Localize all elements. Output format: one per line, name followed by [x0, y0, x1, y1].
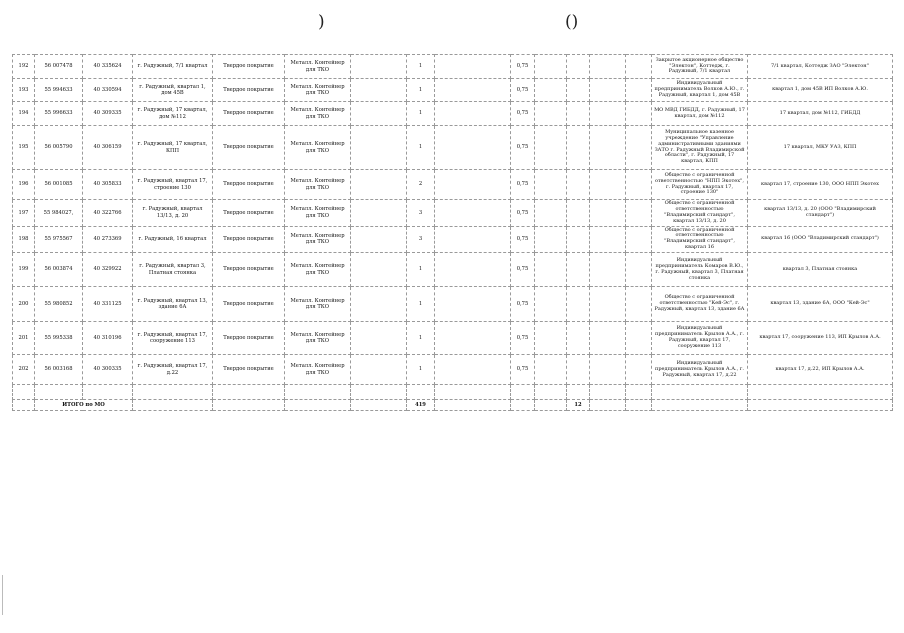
empty-cell	[567, 126, 590, 170]
empty-cell	[351, 79, 407, 102]
empty-cell	[535, 79, 567, 102]
table-row	[13, 126, 893, 170]
empty-cell	[351, 226, 407, 253]
table-body	[13, 55, 893, 411]
address-cell: г. Радужный, квартал 17, строение 130	[133, 170, 213, 200]
empty-cell	[213, 385, 285, 400]
empty-cell	[351, 385, 407, 400]
empty-cell	[535, 102, 567, 126]
address-cell: г. Радужный, квартал 1, дом 45В	[133, 79, 213, 102]
empty-cell	[435, 102, 511, 126]
container-type-cell: Металл. Контейнер для ТКО	[285, 200, 351, 227]
row-number: 198	[13, 226, 35, 253]
surface-cell: Твердое покрытие	[213, 126, 285, 170]
empty-cell	[13, 385, 35, 400]
row-number: 195	[13, 126, 35, 170]
table-row	[13, 253, 893, 287]
container-count-cell: 1	[407, 253, 435, 287]
empty-cell	[435, 322, 511, 355]
volume-cell: 0,75	[511, 200, 535, 227]
empty-cell	[626, 79, 652, 102]
address-cell: г. Радужный, 16 квартал	[133, 226, 213, 253]
owner-cell: Общество с ограниченной ответственностью "НПП Экотех", г. Радужный, квартал 17, строение 130"	[652, 170, 748, 200]
scan-edge-mark	[2, 575, 3, 615]
surface-cell: Твердое покрытие	[213, 253, 285, 287]
empty-cell	[407, 385, 435, 400]
empty-cell	[590, 200, 626, 227]
waste-source-cell: квартал 17, д.22, ИП Крылов А.А.	[748, 355, 893, 385]
surface-cell: Твердое покрытие	[213, 102, 285, 126]
total-row	[13, 400, 893, 411]
empty-cell	[535, 170, 567, 200]
empty-cell	[351, 102, 407, 126]
empty-cell	[748, 385, 893, 400]
owner-cell: Индивидуальный предприниматель Крылов А.А., г. Радужный, квартал 17, сооружение 113	[652, 322, 748, 355]
surface-cell: Твердое покрытие	[213, 170, 285, 200]
waste-source-cell: квартал 13, здание 6А, ООО "Кей-Эс"	[748, 287, 893, 322]
container-type-cell: Металл. Контейнер для ТКО	[285, 355, 351, 385]
table-row	[13, 226, 893, 253]
table-row	[13, 170, 893, 200]
surface-cell: Твердое покрытие	[213, 322, 285, 355]
empty-cell	[351, 287, 407, 322]
container-count-cell: 1	[407, 126, 435, 170]
address-cell: г. Радужный, квартал 17, сооружение 113	[133, 322, 213, 355]
empty-cell	[590, 126, 626, 170]
empty-cell	[567, 322, 590, 355]
empty-cell	[567, 226, 590, 253]
container-type-cell: Металл. Контейнер для ТКО	[285, 79, 351, 102]
empty-cell	[535, 55, 567, 79]
longitude-cell: 40 329922	[83, 253, 133, 287]
empty-cell	[435, 126, 511, 170]
latitude-cell: 56 003168	[35, 355, 83, 385]
waste-source-cell: квартал 17, строение 130, ООО НПП Экотех	[748, 170, 893, 200]
container-type-cell: Металл. Контейнер для ТКО	[285, 322, 351, 355]
empty-cell	[351, 322, 407, 355]
empty-cell	[435, 55, 511, 79]
owner-cell: Общество с ограниченной ответственностью "Владимирский стандарт", квартал 13/13, д. 20	[652, 200, 748, 227]
total-label: ИТОГО по МО	[35, 400, 133, 411]
longitude-cell: 40 331125	[83, 287, 133, 322]
address-cell: г. Радужный, 17 квартал, КПП	[133, 126, 213, 170]
empty-cell	[590, 79, 626, 102]
table-row	[13, 79, 893, 102]
address-cell: г. Радужный, 17 квартал, дом №112	[133, 102, 213, 126]
empty-cell	[590, 226, 626, 253]
container-type-cell: Металл. Контейнер для ТКО	[285, 226, 351, 253]
empty-cell	[535, 385, 567, 400]
volume-cell: 0,75	[511, 79, 535, 102]
volume-cell: 0,75	[511, 253, 535, 287]
address-cell: г. Радужный, квартал 13/13, д. 20	[133, 200, 213, 227]
empty-cell	[351, 400, 407, 411]
container-type-cell: Металл. Контейнер для ТКО	[285, 170, 351, 200]
surface-cell: Твердое покрытие	[213, 226, 285, 253]
row-number: 202	[13, 355, 35, 385]
empty-cell	[351, 253, 407, 287]
empty-cell	[567, 355, 590, 385]
table-row	[13, 322, 893, 355]
owner-cell: Муниципальное казенное учреждение "Управление административными зданиями ЗАТО г. Радужный Владимирской области", г. Радужный, 17 квартал, КПП	[652, 126, 748, 170]
empty-cell	[567, 170, 590, 200]
container-type-cell: Металл. Контейнер для ТКО	[285, 253, 351, 287]
empty-cell	[626, 287, 652, 322]
empty-cell	[535, 322, 567, 355]
volume-cell: 0,75	[511, 287, 535, 322]
latitude-cell: 55 975567	[35, 226, 83, 253]
owner-cell: Закрытое акционерное общество "Электон", Коттедж, г. Радужный, 7/1 квартал	[652, 55, 748, 79]
empty-cell	[590, 287, 626, 322]
empty-cell	[351, 355, 407, 385]
longitude-cell: 40 305833	[83, 170, 133, 200]
empty-cell	[213, 400, 285, 411]
container-count-cell: 1	[407, 102, 435, 126]
total-containers: 12	[567, 400, 590, 411]
empty-cell	[626, 385, 652, 400]
latitude-cell: 55 994633	[35, 79, 83, 102]
empty-cell	[626, 170, 652, 200]
empty-cell	[511, 385, 535, 400]
empty-cell	[285, 400, 351, 411]
empty-cell	[535, 253, 567, 287]
address-cell: г. Радужный, квартал 3, Платная стоянка	[133, 253, 213, 287]
container-count-cell: 1	[407, 79, 435, 102]
row-number: 196	[13, 170, 35, 200]
container-count-cell: 3	[407, 226, 435, 253]
empty-cell	[626, 253, 652, 287]
owner-cell: МО МВД ГИБДД, г. Радужный, 17 квартал, дом №112	[652, 102, 748, 126]
volume-cell: 0,75	[511, 355, 535, 385]
container-count-cell: 1	[407, 55, 435, 79]
empty-cell	[13, 400, 35, 411]
empty-cell	[567, 287, 590, 322]
latitude-cell: 55 995338	[35, 322, 83, 355]
empty-cell	[435, 200, 511, 227]
empty-cell	[590, 102, 626, 126]
empty-cell	[535, 200, 567, 227]
surface-cell: Твердое покрытие	[213, 200, 285, 227]
empty-cell	[567, 102, 590, 126]
volume-cell: 0,75	[511, 55, 535, 79]
waste-source-cell: квартал 17, сооружение 113, ИП Крылов А.А.	[748, 322, 893, 355]
spacer-row	[13, 385, 893, 400]
owner-cell: Индивидуальный предприниматель Крылов А.А., г. Радужный, квартал 17, д.22	[652, 355, 748, 385]
table-row	[13, 355, 893, 385]
row-number: 193	[13, 79, 35, 102]
page-mark-left: )	[318, 12, 325, 32]
total-count: 419	[407, 400, 435, 411]
empty-cell	[435, 226, 511, 253]
volume-cell: 0,75	[511, 170, 535, 200]
latitude-cell: 56 007478	[35, 55, 83, 79]
table-row	[13, 200, 893, 227]
row-number: 192	[13, 55, 35, 79]
empty-cell	[567, 79, 590, 102]
waste-source-cell: квартал 1, дом 45В ИП Волков А.Ю.	[748, 79, 893, 102]
row-number: 200	[13, 287, 35, 322]
longitude-cell: 40 309335	[83, 102, 133, 126]
waste-source-cell: 17 квартал, дом №112, ГИБДД	[748, 102, 893, 126]
waste-source-cell: квартал 13/13, д. 20 (ООО "Владимирский стандарт")	[748, 200, 893, 227]
empty-cell	[590, 400, 626, 411]
empty-cell	[626, 355, 652, 385]
address-cell: г. Радужный, квартал 17, д.22	[133, 355, 213, 385]
table-row	[13, 102, 893, 126]
address-cell: г. Радужный, квартал 13, здание 6А	[133, 287, 213, 322]
empty-cell	[535, 126, 567, 170]
empty-cell	[590, 385, 626, 400]
empty-cell	[652, 400, 748, 411]
longitude-cell: 40 322766	[83, 200, 133, 227]
longitude-cell: 40 330594	[83, 79, 133, 102]
surface-cell: Твердое покрытие	[213, 79, 285, 102]
empty-cell	[435, 400, 511, 411]
empty-cell	[626, 200, 652, 227]
page-mark-right: ()	[565, 12, 579, 32]
registry-table	[12, 54, 893, 411]
empty-cell	[133, 400, 213, 411]
container-count-cell: 1	[407, 355, 435, 385]
latitude-cell: 55 980852	[35, 287, 83, 322]
container-count-cell: 1	[407, 287, 435, 322]
latitude-cell: 56 005790	[35, 126, 83, 170]
address-cell: г. Радужный, 7/1 квартал	[133, 55, 213, 79]
waste-source-cell: 17 квартал, МКУ УАЗ, КПП	[748, 126, 893, 170]
empty-cell	[435, 253, 511, 287]
latitude-cell: 55 996633	[35, 102, 83, 126]
empty-cell	[567, 253, 590, 287]
empty-cell	[626, 400, 652, 411]
surface-cell: Твердое покрытие	[213, 287, 285, 322]
longitude-cell: 40 335624	[83, 55, 133, 79]
empty-cell	[567, 385, 590, 400]
longitude-cell: 40 273369	[83, 226, 133, 253]
container-count-cell: 1	[407, 322, 435, 355]
volume-cell: 0,75	[511, 102, 535, 126]
empty-cell	[435, 355, 511, 385]
empty-cell	[351, 170, 407, 200]
table-row	[13, 55, 893, 79]
empty-cell	[535, 400, 567, 411]
row-number: 199	[13, 253, 35, 287]
empty-cell	[285, 385, 351, 400]
empty-cell	[590, 355, 626, 385]
empty-cell	[626, 226, 652, 253]
volume-cell: 0,75	[511, 322, 535, 355]
empty-cell	[626, 126, 652, 170]
empty-cell	[652, 385, 748, 400]
owner-cell: Индивидуальный предприниматель Волков А.Ю., г. Радужный, квартал 1, дом 45В	[652, 79, 748, 102]
empty-cell	[626, 55, 652, 79]
volume-cell: 0,75	[511, 226, 535, 253]
empty-cell	[535, 355, 567, 385]
container-type-cell: Металл. Контейнер для ТКО	[285, 126, 351, 170]
waste-source-cell: квартал 3, Платная стоянка	[748, 253, 893, 287]
empty-cell	[83, 385, 133, 400]
empty-cell	[35, 385, 83, 400]
owner-cell: Общество с ограниченной ответственностью "Кей-Эс", г. Радужный, квартал 13, здание 6А	[652, 287, 748, 322]
surface-cell: Твердое покрытие	[213, 355, 285, 385]
empty-cell	[590, 170, 626, 200]
longitude-cell: 40 310196	[83, 322, 133, 355]
empty-cell	[435, 170, 511, 200]
empty-cell	[590, 253, 626, 287]
empty-cell	[133, 385, 213, 400]
empty-cell	[748, 400, 893, 411]
surface-cell: Твердое покрытие	[213, 55, 285, 79]
container-count-cell: 3	[407, 200, 435, 227]
empty-cell	[511, 400, 535, 411]
row-number: 197	[13, 200, 35, 227]
empty-cell	[590, 322, 626, 355]
container-type-cell: Металл. Контейнер для ТКО	[285, 55, 351, 79]
container-type-cell: Металл. Контейнер для ТКО	[285, 102, 351, 126]
empty-cell	[626, 102, 652, 126]
waste-source-cell: квартал 16 (ООО "Владимирский стандарт")	[748, 226, 893, 253]
empty-cell	[535, 287, 567, 322]
row-number: 194	[13, 102, 35, 126]
empty-cell	[435, 287, 511, 322]
empty-cell	[435, 79, 511, 102]
row-number: 201	[13, 322, 35, 355]
empty-cell	[351, 55, 407, 79]
container-type-cell: Металл. Контейнер для ТКО	[285, 287, 351, 322]
owner-cell: Общество с ограниченной ответственностью "Владимирский стандарт", квартал 16	[652, 226, 748, 253]
longitude-cell: 40 300335	[83, 355, 133, 385]
latitude-cell: 55 984027,	[35, 200, 83, 227]
waste-source-cell: 7/1 квартал, Коттедж ЗАО "Электон"	[748, 55, 893, 79]
latitude-cell: 56 003874	[35, 253, 83, 287]
empty-cell	[351, 126, 407, 170]
owner-cell: Индивидуальный предприниматель Комаров В.Ю., г. Радужный, квартал 3, Платная стоянка	[652, 253, 748, 287]
container-count-cell: 2	[407, 170, 435, 200]
empty-cell	[626, 322, 652, 355]
empty-cell	[535, 226, 567, 253]
empty-cell	[567, 55, 590, 79]
empty-cell	[590, 55, 626, 79]
latitude-cell: 56 001085	[35, 170, 83, 200]
volume-cell: 0,75	[511, 126, 535, 170]
longitude-cell: 40 306159	[83, 126, 133, 170]
table-row	[13, 287, 893, 322]
empty-cell	[351, 200, 407, 227]
empty-cell	[435, 385, 511, 400]
empty-cell	[567, 200, 590, 227]
